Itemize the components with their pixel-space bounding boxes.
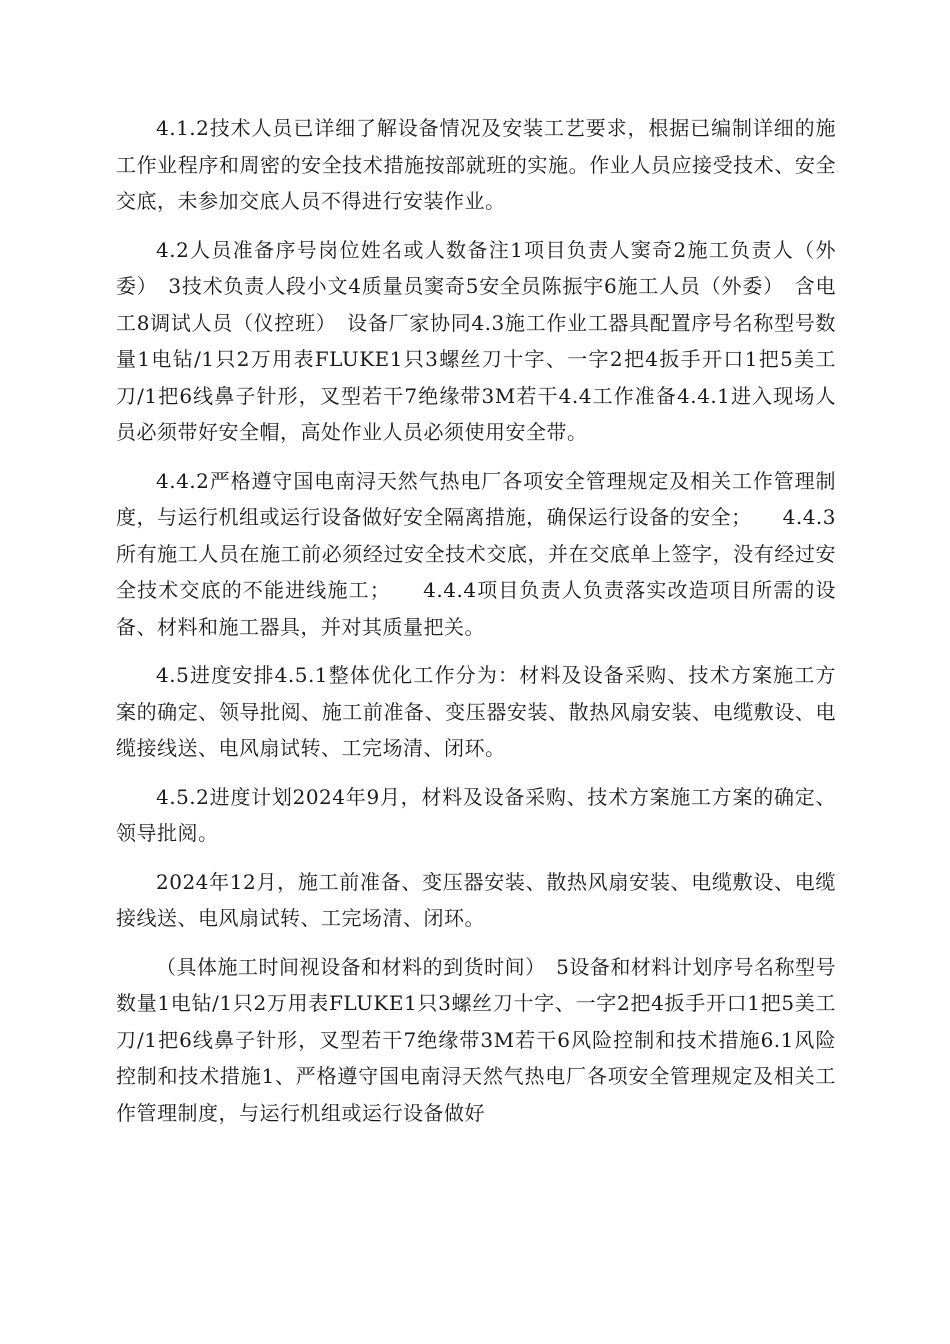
paragraph-4-5-schedule: 4.5进度安排4.5.1整体优化工作分为：材料及设备采购、技术方案施工方案的确定、领导批阅、施工前准备、变压器安装、散热风扇安装、电缆敷设、电缆接线送、电风扇试转、工完场清、闭环。	[116, 663, 836, 760]
paragraph-4-1-2: 4.1.2技术人员已详细了解设备情况及安装工艺要求，根据已编制详细的施工作业程序和周密的安全技术措施按部就班的实施。作业人员应接受技术、安全交底，未参加交底人员不得进行安装作业。	[116, 116, 836, 213]
paragraph-2024-12: 2024年12月，施工前准备、变压器安装、散热风扇安装、电缆敷设、电缆接线送、电风扇试转、工完场清、闭环。	[116, 869, 836, 930]
paragraph-4-5-2-plan: 4.5.2进度计划2024年9月，材料及设备采购、技术方案施工方案的确定、领导批阅。	[116, 784, 836, 845]
paragraph-4-4-2-safety: 4.4.2严格遵守国电南浔天然气热电厂各项安全管理规定及相关工作管理制度，与运行机组或运行设备做好安全隔离措施，确保运行设备的安全； 4.4.3所有施工人员在施工前必须经过安全技术交底，并在交底单上签字，没有经过安全技术交底的不能进线施工； 4.4.4项目负责人负责落实改造项目所需的设备、材料和施工器具，并对其质量把关。	[116, 468, 836, 639]
document-body	[116, 110, 836, 1143]
paragraph-4-2-personnel: 4.2人员准备序号岗位姓名或人数备注1项目负责人窦奇2施工负责人（外委） 3技术负责人段小文4质量员窦奇5安全员陈振宇6施工人员（外委） 含电工8调试人员（仪控班） 设备厂家协同4.3施工作业工器具配置序号名称型号数量1电钻/1只2万用表FLUKE1只3螺丝刀十字、一字2把4扳手开口1把5美工刀/1把6线鼻子针形，叉型若干7绝缘带3M若干4.4工作准备4.4.1进入现场人员必须带好安全帽，高处作业人员必须使用安全带。	[116, 237, 836, 444]
paragraph-equipment-plan: （具体施工时间视设备和材料的到货时间） 5设备和材料计划序号名称型号数量1电钻/1只2万用表FLUKE1只3螺丝刀十字、一字2把4扳手开口1把5美工刀/1把6线鼻子针形，叉型若干7绝缘带3M若干6风险控制和技术措施6.1风险控制和技术措施1、严格遵守国电南浔天然气热电厂各项安全管理规定及相关工作管理制度，与运行机组或运行设备做好	[116, 954, 836, 1125]
